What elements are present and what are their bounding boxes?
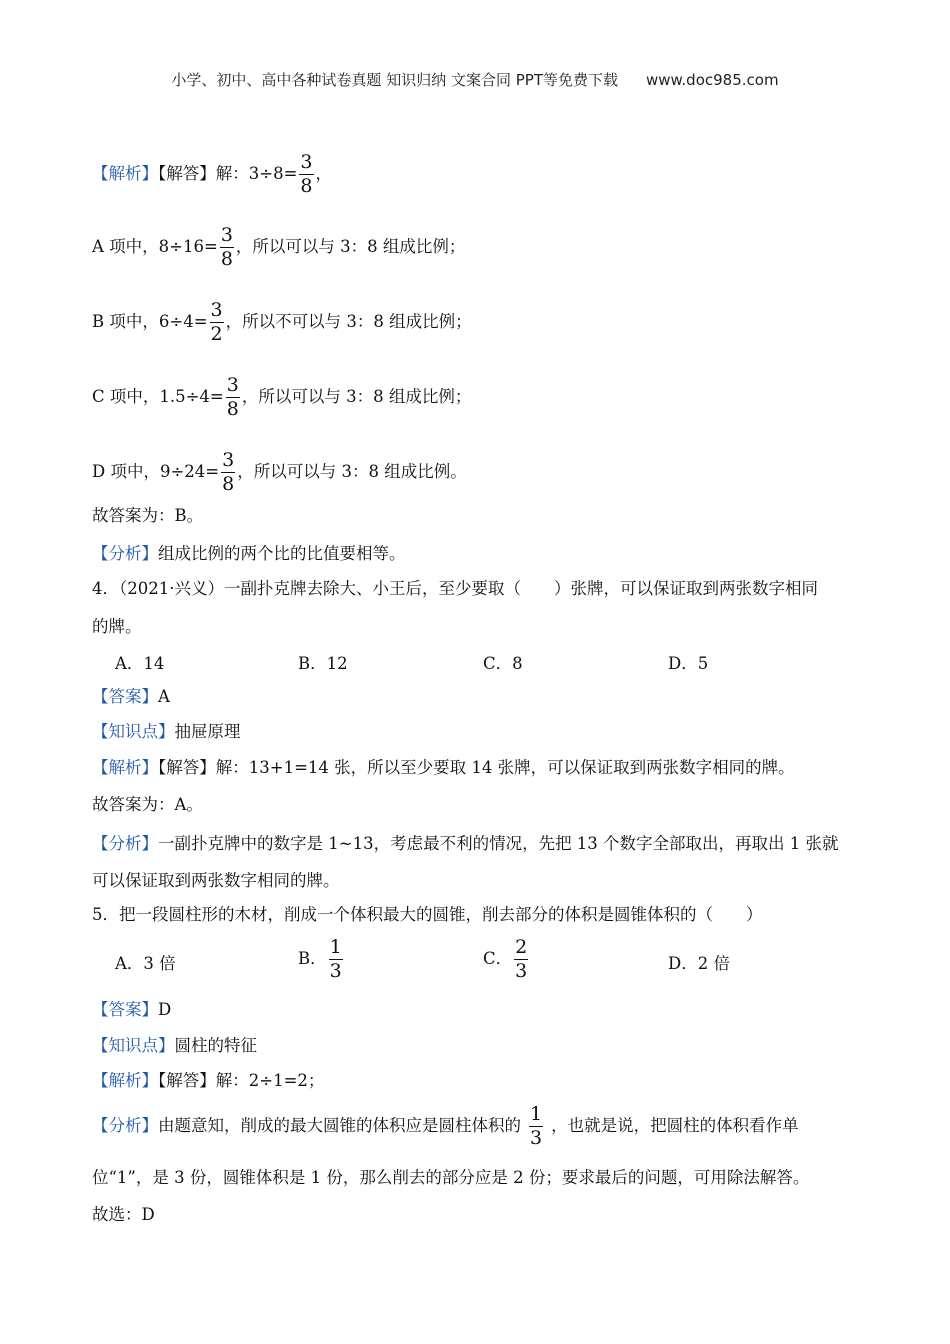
tag-zhishidian: 【知识点】	[92, 722, 175, 741]
q3-option-d-line	[92, 451, 467, 494]
q4-option-b: B．12	[298, 654, 348, 673]
q5-option-b	[298, 938, 345, 981]
q3-solution-line	[92, 153, 332, 196]
q4-option-a: A．14	[115, 654, 165, 673]
q3-option-b-line	[92, 301, 472, 344]
q5-option-d: D．2 倍	[668, 954, 730, 973]
q5-analysis-pre: 由题意知，削成的最大圆锥的体积应是圆柱体积的	[158, 1116, 521, 1135]
fraction-denominator: 2	[210, 323, 223, 345]
q3-c-post: ，所以可以与 3：8 组成比例；	[241, 387, 472, 406]
fraction-numerator: 3	[300, 151, 313, 173]
fraction	[299, 153, 313, 196]
q4-solution-text: 解：13+1=14 张，所以至少要取 14 张牌，可以保证取到两张数字相同的牌。	[215, 758, 795, 777]
q3-a-pre: A 项中，8÷16=	[92, 237, 218, 256]
q5-option-b-label: B．	[298, 949, 327, 968]
fraction-denominator: 3	[530, 1127, 543, 1149]
q5-solution	[92, 1070, 324, 1092]
fraction-numerator: 1	[329, 936, 342, 958]
q5-analysis-line2: 位“1”，是 3 份，圆锥体积是 1 份，那么削去的部分应是 2 份；要求最后的问题，可用除法解答。	[92, 1168, 810, 1187]
q5-analysis-post: ，也就是说，把圆柱的体积看作单	[551, 1116, 799, 1135]
q4-answer	[92, 686, 170, 708]
q3-b-post: ，所以不可以与 3：8 组成比例；	[225, 312, 472, 331]
fraction-numerator: 3	[226, 374, 239, 396]
q5-knowledge-value: 圆柱的特征	[174, 1036, 257, 1055]
fraction	[220, 226, 234, 269]
tag-jiexi: 【解析】	[92, 164, 158, 183]
q4-analysis-line2: 可以保证取到两张数字相同的牌。	[92, 871, 340, 890]
tag-daan: 【答案】	[92, 1000, 158, 1019]
q5-solution-text: 解：2÷1=2；	[215, 1071, 325, 1090]
q5-option-c-label: C．	[483, 949, 513, 968]
tag-fenxi: 【分析】	[92, 1116, 158, 1135]
tag-jieda: 【解答】	[158, 164, 216, 183]
q4-option-c: C．8	[483, 654, 523, 673]
fraction-denominator: 8	[300, 175, 313, 197]
q3-b-pre: B 项中，6÷4=	[92, 312, 208, 331]
q4-stem-line1: 4．（2021·兴义）一副扑克牌去除大、小王后，至少要取（ ）张牌，可以保证取到两张数字相同	[92, 579, 818, 598]
q5-final: 故选：D	[92, 1205, 155, 1224]
fraction-denominator: 8	[226, 398, 239, 420]
q3-d-post: ，所以可以与 3：8 组成比例。	[237, 462, 467, 481]
q3-a-post: ，所以可以与 3：8 组成比例；	[235, 237, 466, 256]
fraction-numerator: 3	[220, 224, 233, 246]
q5-answer	[92, 999, 171, 1021]
fraction	[329, 938, 343, 981]
q5-option-a: A．3 倍	[115, 954, 176, 973]
fraction	[210, 301, 224, 344]
fraction-denominator: 3	[329, 960, 342, 982]
q3-solution-text: 解：3÷8=	[215, 164, 298, 183]
tag-daan: 【答案】	[92, 687, 158, 706]
fraction-numerator: 3	[222, 449, 235, 471]
fraction-numerator: 2	[515, 936, 528, 958]
fraction-denominator: 8	[220, 248, 233, 270]
q4-knowledge	[92, 721, 241, 743]
tag-jieda: 【解答】	[158, 1071, 216, 1090]
fraction-numerator: 3	[210, 299, 223, 321]
page-header	[0, 69, 950, 90]
q3-c-pre: C 项中，1.5÷4=	[92, 387, 224, 406]
q5-option-c	[483, 938, 530, 981]
q3-analysis	[92, 543, 406, 565]
fraction	[529, 1105, 543, 1148]
fraction	[221, 451, 235, 494]
header-text: 小学、初中、高中各种试卷真题 知识归纳 文案合同 PPT等免费下载	[171, 71, 618, 89]
fraction-denominator: 8	[222, 473, 235, 495]
q4-knowledge-value: 抽屉原理	[174, 722, 241, 741]
q3-analysis-text: 组成比例的两个比的比值要相等。	[158, 544, 406, 563]
tag-zhishidian: 【知识点】	[92, 1036, 175, 1055]
q3-solution-punct: ，	[315, 164, 332, 183]
fraction	[514, 938, 528, 981]
q3-option-c-line	[92, 376, 471, 419]
q3-answer: 故答案为：B。	[92, 506, 204, 525]
q5-stem: 5．把一段圆柱形的木材，削成一个体积最大的圆锥，削去部分的体积是圆锥体积的（ ）	[92, 905, 763, 924]
header-site-link[interactable]: www.doc985.com	[645, 71, 779, 89]
tag-fenxi: 【分析】	[92, 544, 158, 563]
q4-final: 故答案为：A。	[92, 795, 203, 814]
q4-solution	[92, 757, 795, 779]
q4-analysis-line1	[92, 833, 839, 855]
fraction	[226, 376, 240, 419]
q4-stem-line2: 的牌。	[92, 617, 142, 636]
q4-option-d: D．5	[668, 654, 709, 673]
q3-option-a-line	[92, 226, 465, 269]
q4-analysis-text: 一副扑克牌中的数字是 1~13，考虑最不利的情况，先把 13 个数字全部取出，再取出 1 张就	[158, 834, 839, 853]
tag-jieda: 【解答】	[158, 758, 216, 777]
tag-fenxi: 【分析】	[92, 834, 158, 853]
q4-answer-value: A	[158, 687, 170, 706]
fraction-denominator: 3	[515, 960, 528, 982]
tag-jiexi: 【解析】	[92, 1071, 158, 1090]
q5-analysis-line1	[92, 1105, 799, 1148]
q5-knowledge	[92, 1035, 257, 1057]
q5-answer-value: D	[158, 1000, 172, 1019]
tag-jiexi: 【解析】	[92, 758, 158, 777]
q3-d-pre: D 项中，9÷24=	[92, 462, 220, 481]
fraction-numerator: 1	[530, 1103, 543, 1125]
